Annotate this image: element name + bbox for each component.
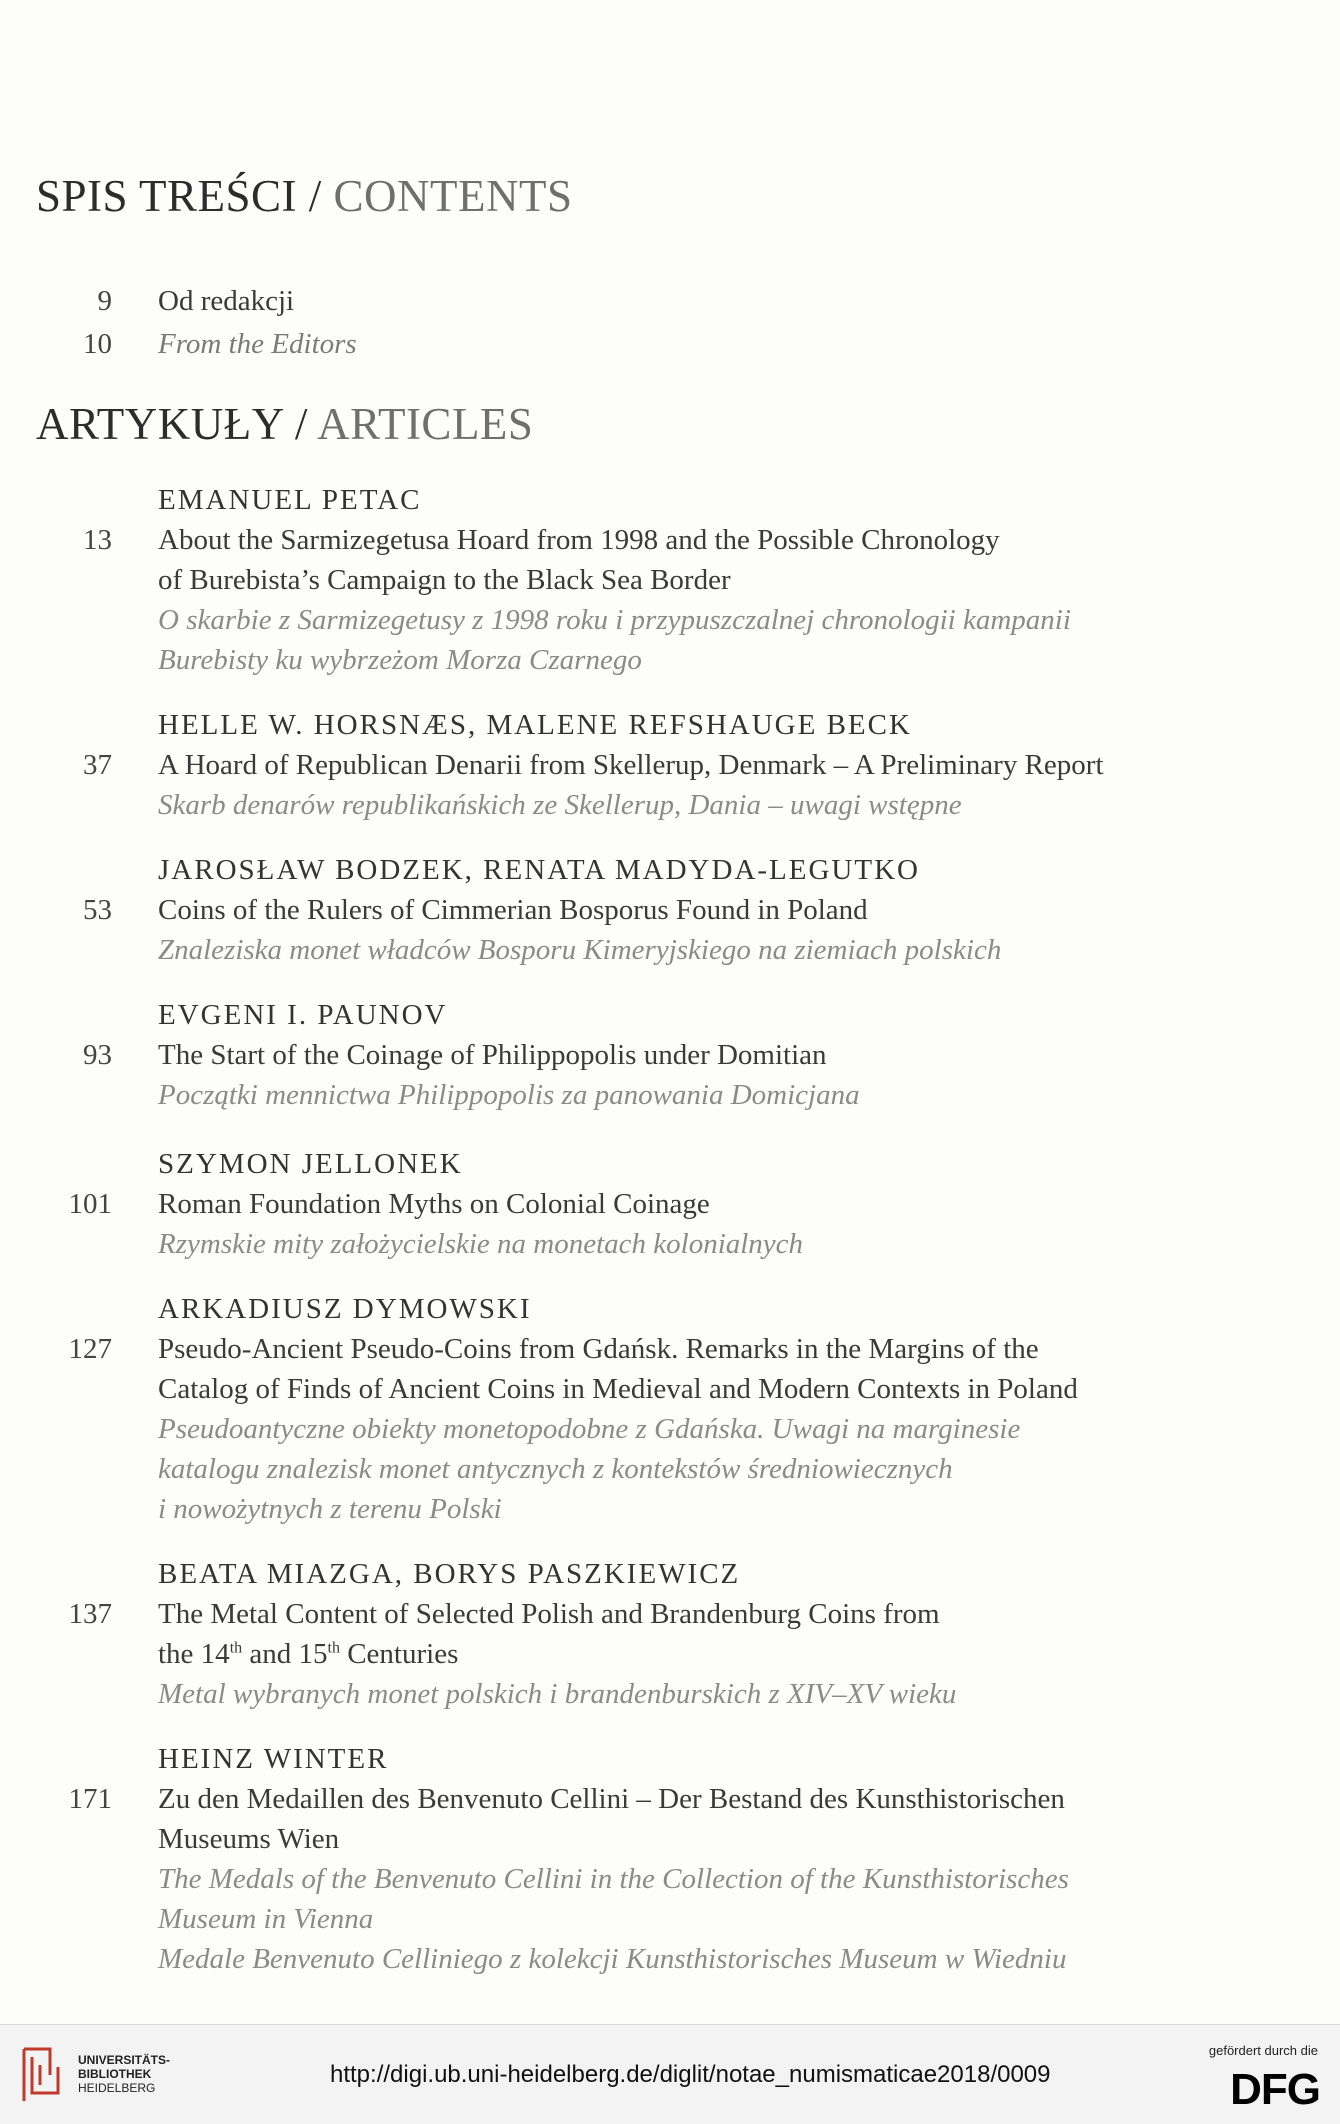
page-number: 13 bbox=[83, 524, 112, 556]
article-authors: BEATA MIAZGA, BORYS PASZKIEWICZ bbox=[158, 1558, 741, 1590]
article-title: Pseudo-Ancient Pseudo-Coins from Gdańsk. Remarks in the Margins of the bbox=[158, 1333, 1039, 1365]
article-title: About the Sarmizegetusa Hoard from 1998 and the Possible Chronology bbox=[158, 524, 1000, 556]
article-translation: Museum in Vienna bbox=[158, 1903, 374, 1935]
article-translation: Burebisty ku wybrzeżom Morza Czarnego bbox=[158, 644, 642, 676]
page-number: 10 bbox=[83, 328, 112, 360]
contents-heading-en: CONTENTS bbox=[333, 171, 573, 221]
page-number: 101 bbox=[68, 1188, 112, 1220]
dfg-logo: DFG bbox=[1230, 2065, 1320, 2114]
contents-heading-pl: SPIS TREŚCI / bbox=[36, 171, 322, 221]
article-authors: ARKADIUSZ DYMOWSKI bbox=[158, 1293, 532, 1325]
article-translation: Początki mennictwa Philippopolis za panowania Domicjana bbox=[158, 1079, 860, 1111]
page-number: 137 bbox=[68, 1598, 112, 1630]
article-title: The Start of the Coinage of Philippopolis under Domitian bbox=[158, 1039, 827, 1071]
page-number: 93 bbox=[83, 1039, 112, 1071]
article-authors: HEINZ WINTER bbox=[158, 1743, 389, 1775]
article-authors: HELLE W. HORSNÆS, MALENE REFSHAUGE BECK bbox=[158, 709, 912, 741]
article-translation: The Medals of the Benvenuto Cellini in the Collection of the Kunsthistorisches bbox=[158, 1863, 1069, 1895]
university-library-logo-icon bbox=[14, 2043, 72, 2107]
article-translation: Znaleziska monet władców Bosporu Kimeryjskiego na ziemiach polskich bbox=[158, 934, 1002, 966]
articles-heading-pl: ARTYKUŁY / bbox=[36, 399, 308, 449]
article-title: the 14th and 15th Centuries bbox=[158, 1638, 459, 1670]
article-translation: Pseudoantyczne obiekty monetopodobne z Gdańska. Uwagi na marginesie bbox=[158, 1413, 1021, 1445]
library-name: UNIVERSITÄTS- BIBLIOTHEK HEIDELBERG bbox=[78, 2053, 171, 2095]
article-title: of Burebista’s Campaign to the Black Sea Border bbox=[158, 564, 731, 596]
article-translation: Medale Benvenuto Celliniego z kolekcji Kunsthistorisches Museum w Wiedniu bbox=[158, 1943, 1067, 1975]
article-title: Zu den Medaillen des Benvenuto Cellini – Der Bestand des Kunsthistorischen bbox=[158, 1783, 1065, 1815]
article-authors: SZYMON JELLONEK bbox=[158, 1148, 463, 1180]
entry-title: From the Editors bbox=[158, 328, 357, 360]
article-translation: Metal wybranych monet polskich i brandenburskich z XIV–XV wieku bbox=[158, 1678, 957, 1710]
page-number: 171 bbox=[68, 1783, 112, 1815]
entry-title: Od redakcji bbox=[158, 285, 295, 317]
page-number: 37 bbox=[83, 749, 112, 781]
article-translation: O skarbie z Sarmizegetusy z 1998 roku i przypuszczalnej chronologii kampanii bbox=[158, 604, 1071, 636]
article-title: Museums Wien bbox=[158, 1823, 340, 1855]
article-translation: i nowożytnych z terenu Polski bbox=[158, 1493, 502, 1525]
permalink-url[interactable]: http://digi.ub.uni-heidelberg.de/diglit/notae_numismaticae2018/0009 bbox=[330, 2061, 1051, 2088]
article-title: The Metal Content of Selected Polish and Brandenburg Coins from bbox=[158, 1598, 940, 1630]
article-translation: Rzymskie mity założycielskie na monetach kolonialnych bbox=[158, 1228, 804, 1260]
articles-heading-en: ARTICLES bbox=[317, 399, 534, 449]
page-number: 53 bbox=[83, 894, 112, 926]
article-title: Coins of the Rulers of Cimmerian Bosporus Found in Poland bbox=[158, 894, 868, 926]
articles-heading bbox=[36, 398, 533, 450]
article-authors: EVGENI I. PAUNOV bbox=[158, 999, 448, 1031]
page-number: 9 bbox=[97, 285, 112, 317]
page-number: 127 bbox=[68, 1333, 112, 1365]
article-translation: katalogu znalezisk monet antycznych z kontekstów średniowiecznych bbox=[158, 1453, 953, 1485]
article-title: Catalog of Finds of Ancient Coins in Medieval and Modern Contexts in Poland bbox=[158, 1373, 1078, 1405]
article-authors: EMANUEL PETAC bbox=[158, 484, 422, 516]
contents-heading bbox=[36, 170, 573, 222]
article-title: A Hoard of Republican Denarii from Skellerup, Denmark – A Preliminary Report bbox=[158, 749, 1104, 781]
funded-by-label: gefördert durch die bbox=[1208, 2043, 1318, 2058]
article-title: Roman Foundation Myths on Colonial Coinage bbox=[158, 1188, 710, 1220]
article-translation: Skarb denarów republikańskich ze Skellerup, Dania – uwagi wstępne bbox=[158, 789, 962, 821]
article-authors: JAROSŁAW BODZEK, RENATA MADYDA-LEGUTKO bbox=[158, 854, 920, 886]
footer-bar bbox=[0, 2024, 1340, 2124]
